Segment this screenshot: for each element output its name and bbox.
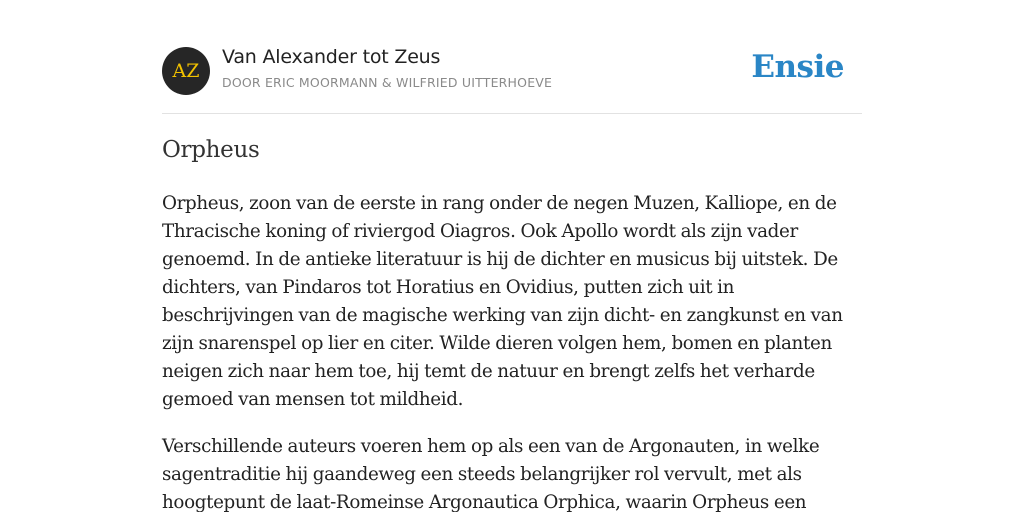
book-authors: DOOR ERIC MOORMANN & WILFRIED UITTERHOEVE <box>222 75 553 90</box>
article-paragraph: Verschillende auteurs voeren hem op als een van de Argonauten, in welke sagentraditie hij gaandeweg een steeds belangrijker rol vervult, met als hoogtepunt de laat-Romeinse Argonautica Orphica, waarin Orpheus een <box>162 436 820 512</box>
article-paragraph: Orpheus, zoon van de eerste in rang onder de negen Muzen, Kalliope, en de Thracische koning of riviergod Oiagros. Ook Apollo wordt als zijn vader genoemd. In de antieke literatuur is hij de dichter en musicus bij uitstek. De dichters, van Pindaros tot Horatius en Ovidius, putten zich uit in beschrijvingen van de magische werking van zijn dicht- en zangkunst en van zijn snarenspel op lier en citer. Wilde dieren volgen hem, bomen en planten neigen zich naar hem toe, hij temt de natuur en brengt zelfs het verharde gemoed van mensen tot mildheid. <box>162 193 843 410</box>
ensie-logo[interactable]: Ensie <box>751 49 844 85</box>
book-avatar[interactable]: AZ <box>162 47 210 95</box>
book-title[interactable]: Van Alexander tot Zeus <box>222 46 441 68</box>
page-container <box>162 0 862 512</box>
article-body <box>162 190 862 512</box>
article-title: Orpheus <box>162 137 260 163</box>
book-header <box>162 0 862 114</box>
